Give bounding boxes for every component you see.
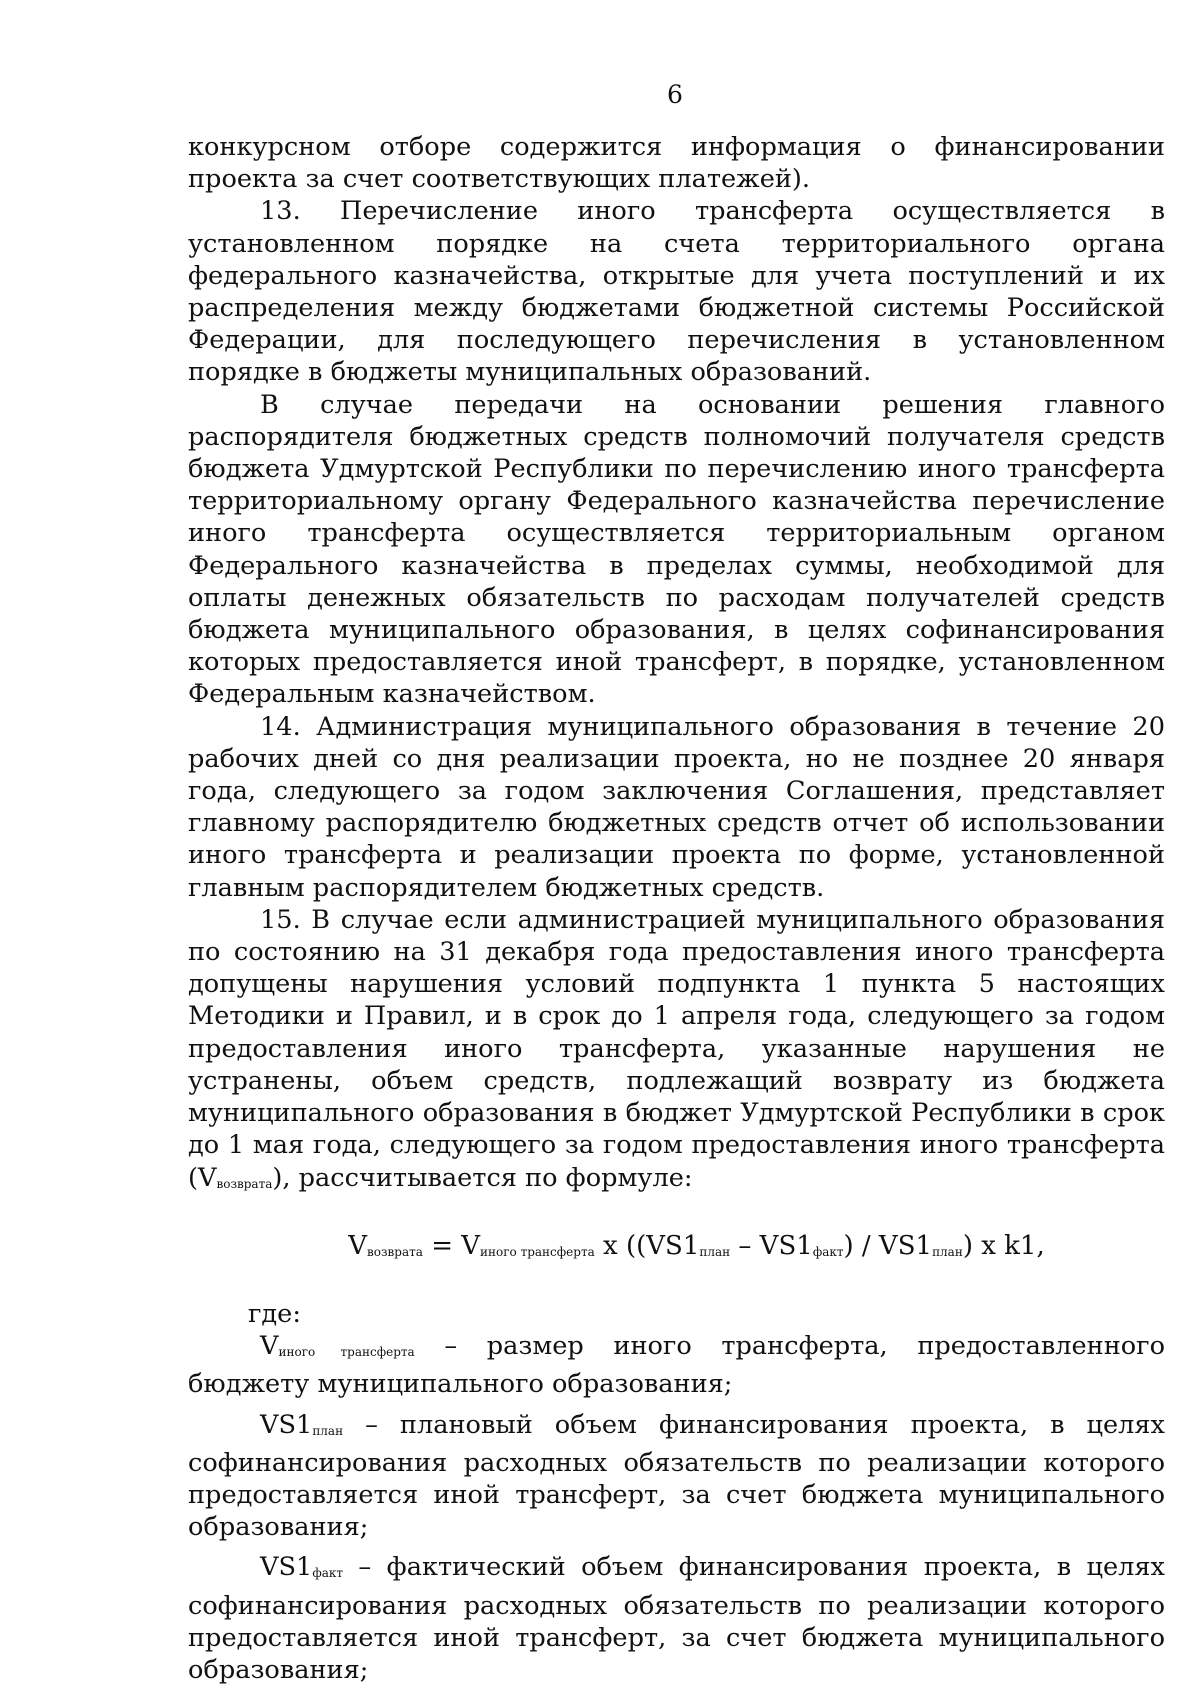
formula-fact-sub: факт bbox=[812, 1244, 844, 1259]
paragraph-15-text: 15. В случае если администрацией муниципального образования по состоянию на 31 декабря года предоставления иного трансферта допущены нарушения условий подпункта 1 пункта 5 настоящих Методики и Правил, и в срок до 1 апреля года, следующего за годом предоставления иного трансферта, указанные нарушения не устранены, объем средств, подлежащий возврату из бюджета муниципального образования в бюджет Удмуртской Республики в срок до 1 мая года, следующего за годом предоставления иного трансферта bbox=[188, 904, 1165, 1161]
document-body bbox=[188, 131, 1165, 1686]
formula-lhs-sub: возврата bbox=[367, 1244, 423, 1259]
paragraph-15-subscript: возврата bbox=[216, 1176, 273, 1191]
formula-lhs: V bbox=[348, 1230, 368, 1261]
paragraph-14: 14. Администрация муниципального образования в течение 20 рабочих дней со дня реализации проекта, но не позднее 20 января года, следующего за годом заключения Соглашения, представляет главному распорядителю бюджетных средств отчет об использовании иного трансферта и реализации проекта по форме, установленной главным распорядителем бюджетных средств. bbox=[188, 711, 1165, 903]
def-3-text: – фактический объем финансирования проекта, в целях софинансирования расходных обязательств по реализации которого предоставляется иной трансферт, за счет бюджета муниципального образования; bbox=[188, 1552, 1165, 1685]
def-3-symbol: VS1 bbox=[260, 1552, 313, 1583]
definition-vs1-fact bbox=[188, 1551, 1165, 1686]
def-1-text: – размер иного трансферта, предоставленного бюджету муниципального образования; bbox=[188, 1331, 1165, 1400]
def-1-symbol: V bbox=[260, 1331, 279, 1362]
definition-v-transfer bbox=[188, 1330, 1165, 1400]
definition-vs1-plan bbox=[188, 1409, 1165, 1544]
def-2-symbol: VS1 bbox=[260, 1409, 313, 1440]
formula-end: ) x k1, bbox=[962, 1230, 1045, 1261]
page-number: 6 bbox=[667, 80, 683, 109]
def-2-subscript: план bbox=[312, 1423, 344, 1438]
def-3-subscript: факт bbox=[312, 1566, 343, 1581]
formula-div: ) / VS1 bbox=[843, 1230, 933, 1261]
paragraph-13-case: В случае передачи на основании решения главного распорядителя бюджетных средств полномочий получателя средств бюджета Удмуртской Республики по перечислению иного трансферта территориальному органу Федерального казначейства перечисление иного трансферта осуществляется территориальным органом Федерального казначейства в пределах суммы, необходимой для оплаты денежных обязательств по расходам получателей средств бюджета муниципального образования, в целях софинансирования которых предоставляется иной трансферт, в порядке, установленном Федеральным казначейством. bbox=[188, 389, 1165, 710]
paragraph-continuation: конкурсном отборе содержится информация о финансировании проекта за счет соответствующих платежей). bbox=[188, 132, 1165, 195]
formula-minus: – VS1 bbox=[730, 1230, 813, 1261]
paragraph-15-tail: ), рассчитывается по формуле: bbox=[272, 1162, 693, 1193]
paragraph-15-symbol: (V bbox=[188, 1162, 217, 1193]
def-2-text: – плановый объем финансирования проекта, в целях софинансирования расходных обязательств по реализации которого предоставляется иной трансферт, за счет бюджета муниципального образования; bbox=[188, 1409, 1165, 1543]
formula-plan-sub-1: план bbox=[699, 1244, 731, 1259]
formula-plan-sub-2: план bbox=[932, 1244, 963, 1259]
formula-transfer-sub: иного трансферта bbox=[480, 1244, 595, 1259]
paragraph-15 bbox=[188, 904, 1165, 1200]
def-1-subscript: иного трансферта bbox=[278, 1345, 415, 1360]
formula-op1: x ((VS1 bbox=[594, 1230, 700, 1261]
return-formula bbox=[188, 1230, 1165, 1268]
paragraph-13: 13. Перечисление иного трансферта осуществляется в установленном порядке на счета территориального органа федерального казначейства, открытые для учета поступлений и их распределения между бюджетами бюджетной системы Российской Федерации, для последующего перечисления в установленном порядке в бюджеты муниципальных образований. bbox=[188, 196, 1165, 388]
formula-eq: = V bbox=[422, 1230, 481, 1261]
where-label: где: bbox=[248, 1298, 301, 1329]
